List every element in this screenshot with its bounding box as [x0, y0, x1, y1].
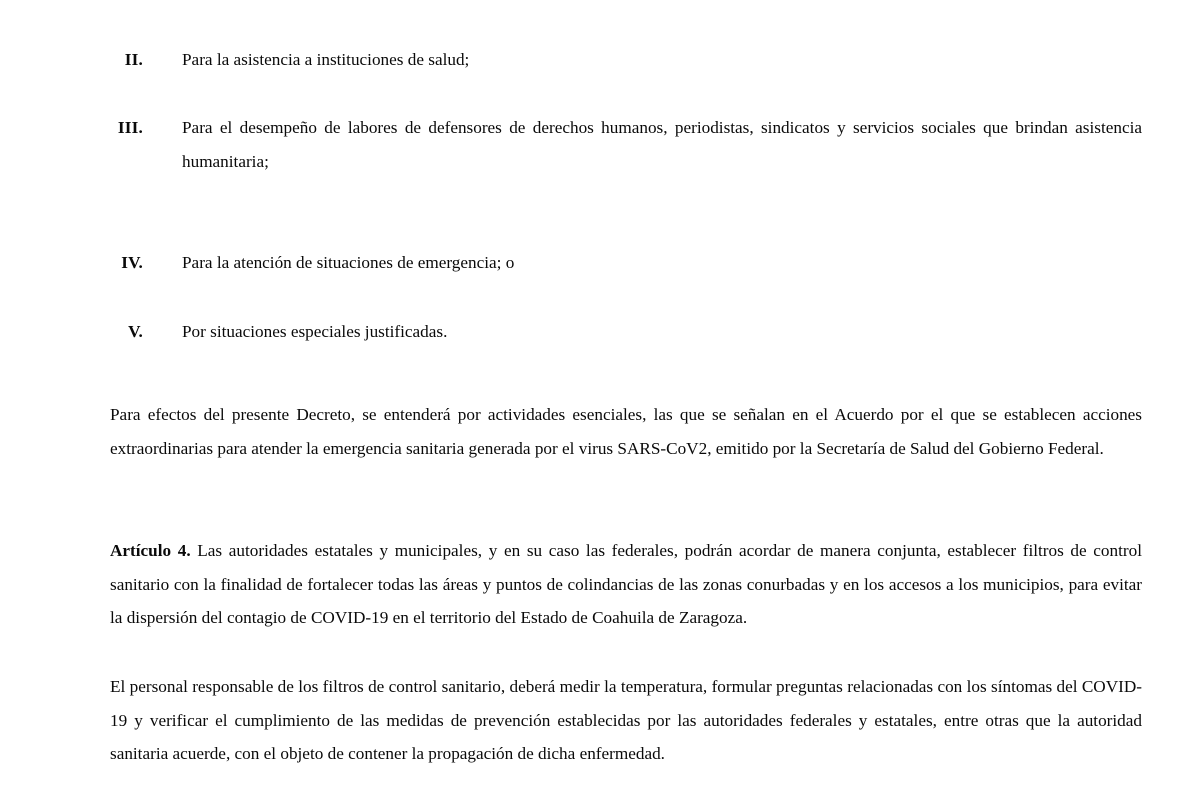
paragraph-actividades-esenciales: Para efectos del presente Decreto, se entenderá por actividades esenciales, las que se señalan en el Acuerdo por el que se establecen acciones extraordinarias para atender la emergencia sanitaria generada por el virus SARS-CoV2, emitido por la Secretaría de Salud del Gobierno Federal. — [110, 405, 1142, 458]
list-item — [110, 111, 1142, 178]
paragraph-personal-filtros: El personal responsable de los filtros de control sanitario, deberá medir la temperatura, formular preguntas relacionadas con los síntomas del COVID-19 y verificar el cumplimiento de las medidas de prevención establecidas por las autoridades federales y estatales, entre otras que la autoridad sanitaria acuerde, con el objeto de contener la propagación de dicha enfermedad. — [110, 676, 1142, 764]
fraction-text-i — [182, 0, 1142, 8]
list-item — [110, 315, 1142, 349]
fraction-numeral-iii: III. — [117, 118, 143, 137]
fraction-text-iv: Para la atención de situaciones de emergencia; o — [182, 253, 515, 272]
articulo-4-body-text: Las autoridades estatales y municipales, y en su caso las federales, podrán acordar de manera conjunta, establecer filtros de control sanitario con la finalidad de fortalecer todas las áreas y puntos de colindancias de las zonas conurbadas y en los accesos a los municipios, para evitar la dispersión del contagio de COVID-19 en el territorio del Estado de Coahuila de Zaragoza. — [110, 541, 1142, 628]
fraction-text-ii: Para la asistencia a instituciones de salud; — [182, 49, 470, 69]
list-item — [110, 246, 1142, 280]
fraction-text-iii: Para el desempeño de labores de defensores de derechos humanos, periodistas, sindicatos y servicios sociales que brindan asistencia humanitaria; — [182, 118, 1142, 171]
paragraph-articulo-4 — [110, 534, 1142, 635]
fraction-numeral-v: V. — [128, 321, 143, 341]
fraction-numeral-i — [110, 0, 143, 8]
articulo-4-heading: Artículo 4. — [110, 541, 191, 561]
fraction-text-v: Por situaciones especiales justificadas. — [182, 321, 448, 341]
document-content-column — [110, 0, 1142, 771]
fraction-numeral-iv: IV. — [121, 253, 143, 272]
list-item — [110, 43, 1142, 77]
list-item — [110, 0, 1142, 8]
fraction-list — [110, 0, 1142, 348]
fraction-numeral-ii: II. — [124, 49, 143, 69]
